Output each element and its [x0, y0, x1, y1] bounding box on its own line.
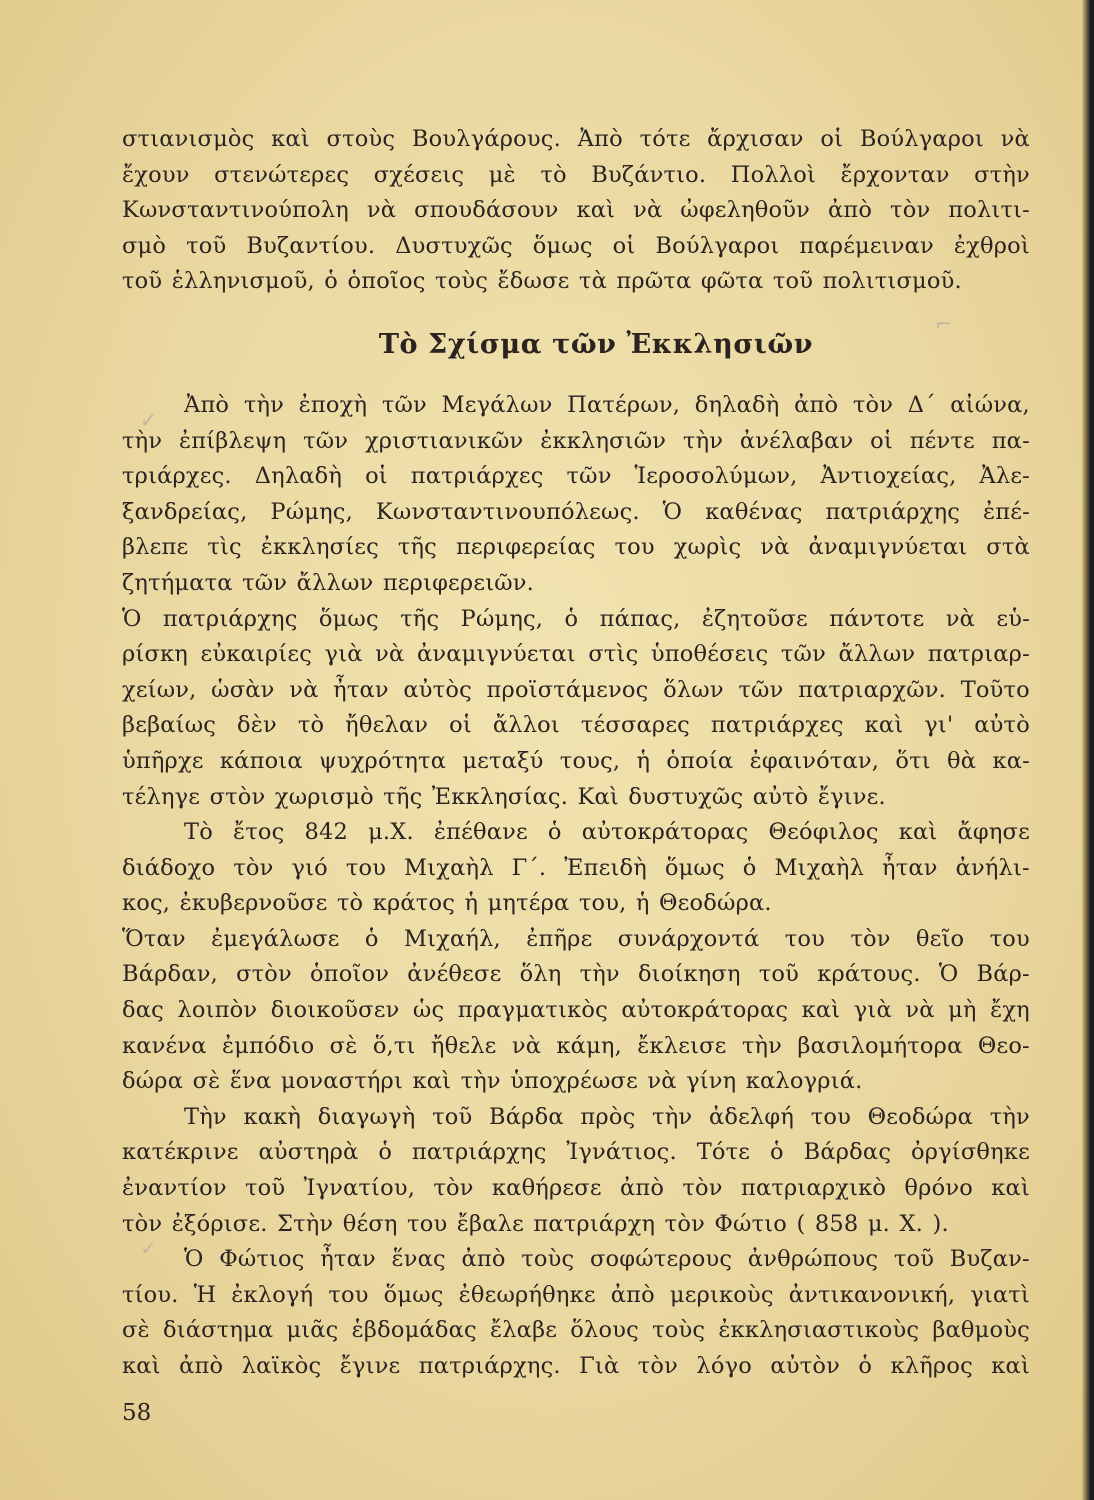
- text-line: καὶ ἀπὸ λαϊκὸς ἔγινε πατριάρχης. Γιὰ τὸν λόγο αὐτὸν ὁ κλῆρος καὶ: [122, 1353, 1030, 1379]
- text-line: Τὸ ἔτος 842 μ.Χ. ἐπέθανε ὁ αὐτοκράτορας Θεόφιλος καὶ ἄφησε: [184, 819, 1030, 846]
- paragraph-1: [122, 122, 1030, 300]
- text-line: ἐναντίον τοῦ Ἰγνατίου, τὸν καθήρεσε ἀπὸ τὸν πατριαρχικὸ θρόνο καὶ: [122, 1175, 1030, 1202]
- page-edge-shadow: [1082, 0, 1094, 1500]
- paragraph-5: [122, 922, 1030, 1100]
- paragraph-4: [122, 815, 1030, 922]
- text-line: Ὁ Φώτιος ἦταν ἕνας ἀπὸ τοὺς σοφώτερους ἀνθρώπους τοῦ Βυζαν-: [184, 1246, 1030, 1273]
- paragraph-3: [122, 602, 1030, 816]
- text-line: ἔχουν στενώτερες σχέσεις μὲ τὸ Βυζάντιο. Πολλοὶ ἔρχονταν στὴν: [122, 161, 1030, 188]
- text-line: ὑπῆρχε κάποια ψυχρότητα μεταξύ τους, ἡ ὁποία ἐφαινόταν, ὅτι θὰ κα-: [122, 747, 1030, 774]
- text-line: τριάρχες. Δηλαδὴ οἱ πατριάρχες τῶν Ἱεροσολύμων, Ἀντιοχείας, Ἀλε-: [122, 463, 1030, 490]
- text-line: στιανισμὸς καὶ στοὺς Βουλγάρους. Ἀπὸ τότε ἄρχισαν οἱ Βούλγαροι νὰ: [122, 126, 1030, 152]
- pencil-mark: ✓: [140, 1236, 157, 1260]
- text-line: κατέκρινε αὐστηρὰ ὁ πατριάρχης Ἰγνάτιος. Τότε ὁ Βάρδας ὀργίσθηκε: [122, 1139, 1030, 1166]
- text-line: δας λοιπὸν διοικοῦσεν ὡς πραγματικὸς αὐτοκράτορας καὶ γιὰ νὰ μὴ ἔχη: [122, 997, 1030, 1024]
- section-heading: Τὸ Σχίσμα τῶν Ἐκκλησιῶν: [378, 328, 814, 360]
- paragraph-7: [122, 1242, 1030, 1384]
- text-line: σμὸ τοῦ Βυζαντίου. Δυστυχῶς ὅμως οἱ Βούλγαροι παρέμειναν ἐχθροὶ: [122, 232, 1030, 259]
- text-line: τίου. Ἡ ἐκλογή του ὅμως ἐθεωρήθηκε ἀπὸ μερικοὺς ἀντικανονική, γιατὶ: [122, 1281, 1030, 1308]
- text-line: κος, ἐκυβερνοῦσε τὸ κράτος ἡ μητέρα του, ἡ Θεοδώρα.: [122, 890, 772, 917]
- text-line: δώρα σὲ ἕνα μοναστήρι καὶ τὴν ὑποχρέωσε νὰ γίνη καλογριά.: [122, 1068, 863, 1095]
- text-line: σὲ διάστημα μιᾶς ἑβδομάδας ἔλαβε ὅλους τοὺς ἐκκλησιαστικοὺς βαθμοὺς: [122, 1317, 1030, 1344]
- paragraph-2: [122, 388, 1030, 602]
- text-line: τοῦ ἑλληνισμοῦ, ὁ ὁποῖος τοὺς ἔδωσε τὰ πρῶτα φῶτα τοῦ πολιτισμοῦ.: [122, 268, 962, 295]
- text-line: διάδοχο τὸν γιό του Μιχαὴλ Γ΄. Ἐπειδὴ ὅμως ὁ Μιχαὴλ ἦταν ἀνήλι-: [122, 854, 1030, 881]
- page-number: 58: [122, 1400, 152, 1426]
- text-line: τὸν ἐξόρισε. Στὴν θέση του ἔβαλε πατριάρχη τὸν Φώτιο ( 858 μ. Χ. ).: [122, 1210, 949, 1237]
- text-line: ρίσκη εὐκαιρίες γιὰ νὰ ἀναμιγνύεται στὶς ὑποθέσεις τῶν ἄλλων πατριαρ-: [122, 641, 1030, 668]
- text-line: Ὁ πατριάρχης ὅμως τῆς Ρώμης, ὁ πάπας, ἐζητοῦσε πάντοτε νὰ εὑ-: [122, 605, 1030, 632]
- text-line: τέληγε στὸν χωρισμὸ τῆς Ἐκκλησίας. Καὶ δυστυχῶς αὐτὸ ἔγινε.: [122, 783, 886, 810]
- text-line: Τὴν κακὴ διαγωγὴ τοῦ Βάρδα πρὸς τὴν ἀδελφή του Θεοδώρα τὴν: [184, 1103, 1030, 1130]
- pencil-mark: ⌐: [935, 312, 952, 336]
- text-line: Ὅταν ἐμεγάλωσε ὁ Μιχαήλ, ἐπῆρε συνάρχοντά του τὸν θεῖο του: [122, 925, 1030, 952]
- text-line: τὴν ἐπίβλεψη τῶν χριστιανικῶν ἐκκλησιῶν τὴν ἀνέλαβαν οἱ πέντε πα-: [122, 427, 1030, 454]
- text-line: κανένα ἐμπόδιο σὲ ὅ,τι ἤθελε νὰ κάμη, ἔκλεισε τὴν βασιλομήτορα Θεο-: [122, 1032, 1030, 1059]
- paragraph-6: [122, 1100, 1030, 1242]
- body-text: [122, 122, 1030, 1385]
- text-line: ξανδρείας, Ρώμης, Κωνσταντινουπόλεως. Ὁ καθένας πατριάρχης ἐπέ-: [122, 498, 1030, 525]
- text-line: βλεπε τὶς ἐκκλησίες τῆς περιφερείας του χωρὶς νὰ ἀναμιγνύεται στὰ: [122, 534, 1030, 561]
- text-line: Κωνσταντινούπολη νὰ σπουδάσουν καὶ νὰ ὠφεληθοῦν ἀπὸ τὸν πολιτι-: [122, 197, 1030, 224]
- pencil-mark: ✓: [140, 408, 157, 432]
- text-line: ζητήματα τῶν ἄλλων περιφερειῶν.: [122, 569, 535, 596]
- text-line: βεβαίως δὲν τὸ ἤθελαν οἱ ἄλλοι τέσσαρες πατριάρχες καὶ γι' αὐτὸ: [122, 712, 1030, 739]
- text-line: Ἀπὸ τὴν ἐποχὴ τῶν Μεγάλων Πατέρων, δηλαδὴ ἀπὸ τὸν Δ΄ αἰώνα,: [184, 391, 1030, 418]
- text-line: χείων, ὡσὰν νὰ ἦταν αὐτὸς προϊστάμενος ὅλων τῶν πατριαρχῶν. Τοῦτο: [122, 676, 1030, 703]
- text-line: Βάρδαν, στὸν ὁποῖον ἀνέθεσε ὅλη τὴν διοίκηση τοῦ κράτους. Ὁ Βάρ-: [122, 961, 1030, 988]
